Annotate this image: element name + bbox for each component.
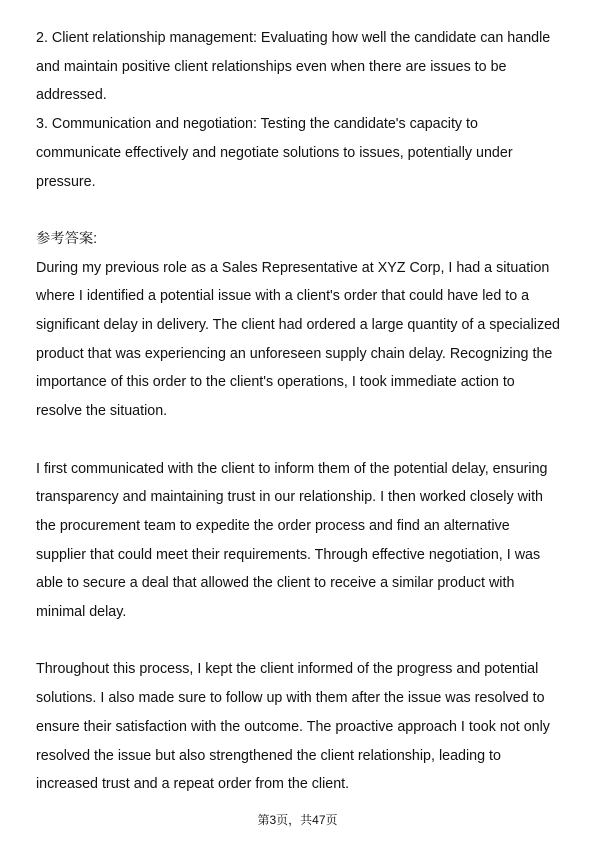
answer-paragraph: I first communicated with the client to inform them of the potential delay, ensuring transparency and maintaining trust in our relationship. I then worked closely with the procurement team to expedite the order process and find an alternative supplier that could meet their requirements. Through effective negotiation, I was able to secure a deal that allowed the client to receive a similar product with minimal delay. <box>36 460 548 621</box>
criterion-client-relationship: 2. Client relationship management: Evaluating how well the candidate can handle and maintain positive client relationships even when there are issues to be addressed. <box>36 30 551 104</box>
criterion-communication: 3. Communication and negotiation: Testing the candidate's capacity to communicate effectively and negotiate solutions to issues, potentially under pressure. <box>36 116 513 190</box>
spacer <box>36 426 561 455</box>
answer-paragraph: During my previous role as a Sales Representative at XYZ Corp, I had a situation where I identified a potential issue with a client's order that could have led to a significant delay in delivery. The client had ordered a large quantity of a specialized product that was experiencing an unforeseen supply chain delay. Recognizing the importance of this order to the client's operations, I took immediate action to resolve the situation. <box>36 259 561 420</box>
answer-paragraph: Throughout this process, I kept the client informed of the progress and potential solutions. I also made sure to follow up with them after the issue was resolved to ensure their satisfaction with the outcome. The proactive approach I took not only resolved the issue but also strengthened the client relationship, leading to increased trust and a repeat order from the client. <box>36 661 550 793</box>
document-body <box>36 24 561 799</box>
page-number-footer: 第3页，共47页 <box>257 813 338 827</box>
spacer <box>36 627 561 656</box>
answer-heading: 参考答案: <box>36 230 98 247</box>
spacer <box>36 196 561 225</box>
